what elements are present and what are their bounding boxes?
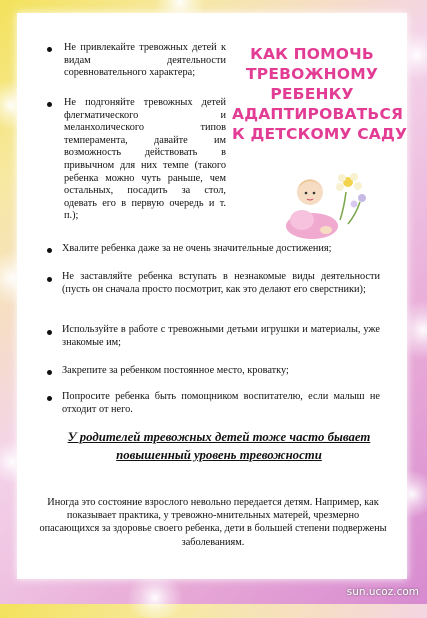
bottom-paragraph: Иногда это состояние взрослого невольно передается детям. Например, как показывает практика, у тревожно-мнительных матерей, чрезмерно опасающихся за здоровье своего ребенка, дети в большей степени подвержены заболеваниям. (39, 497, 387, 548)
tip-item: Не заставляйте ребенка вступать в незнакомые виды деятельности (пусть он сначала просто посмотрит, как это делают его сверстники); (62, 271, 380, 295)
title-line: АДАПТИРОВАТЬСЯ (232, 105, 404, 123)
watermark: sun.ucoz.com (346, 586, 419, 598)
tip-item: Хвалите ребенка даже за не очень значительные достижения; (62, 243, 332, 254)
bullet-dot (47, 370, 52, 375)
title-line: К ДЕТСКОМУ САДУ (232, 125, 408, 143)
bullet-dot (47, 102, 52, 107)
baby-with-flowers-illustration (282, 168, 374, 242)
emphasis-heading: У родителей тревожных детей тоже часто бывает повышенный уровень тревожности (67, 430, 371, 462)
flowers-icon (336, 173, 366, 224)
title-line: КАК ПОМОЧЬ (250, 45, 374, 63)
tip-item: Попросите ребенка быть помощником воспитателю, если малыш не отходит от него. (62, 391, 380, 415)
page-title (232, 44, 408, 144)
bullet-dot (47, 277, 52, 282)
tip-item: Не подгоняйте тревожных детей флегматического и меланхолического типов темперамента, давайте им возможность действовать в привычном для них темпе (такого ребенка можно чуть раньше, чем остальных, посадить за стол, одевать его в первую очередь и т. п.); (64, 97, 226, 222)
tip-item: Закрепите за ребенком постоянное место, кроватку; (62, 365, 289, 376)
tip-item: Используйте в работе с тревожными детьми игрушки и материалы, уже знакомые им; (62, 324, 380, 348)
title-line: РЕБЕНКУ (270, 85, 354, 103)
bullet-dot (47, 47, 52, 52)
sparkle-decoration (120, 578, 190, 618)
baby-icon (286, 179, 338, 239)
bullet-dot (47, 248, 52, 253)
tip-item: Не привлекайте тревожных детей к видам деятельности соревновательного характера; (64, 42, 226, 79)
title-line: ТРЕВОЖНОМУ (245, 65, 378, 83)
bullet-dot (47, 330, 52, 335)
bullet-dot (47, 396, 52, 401)
